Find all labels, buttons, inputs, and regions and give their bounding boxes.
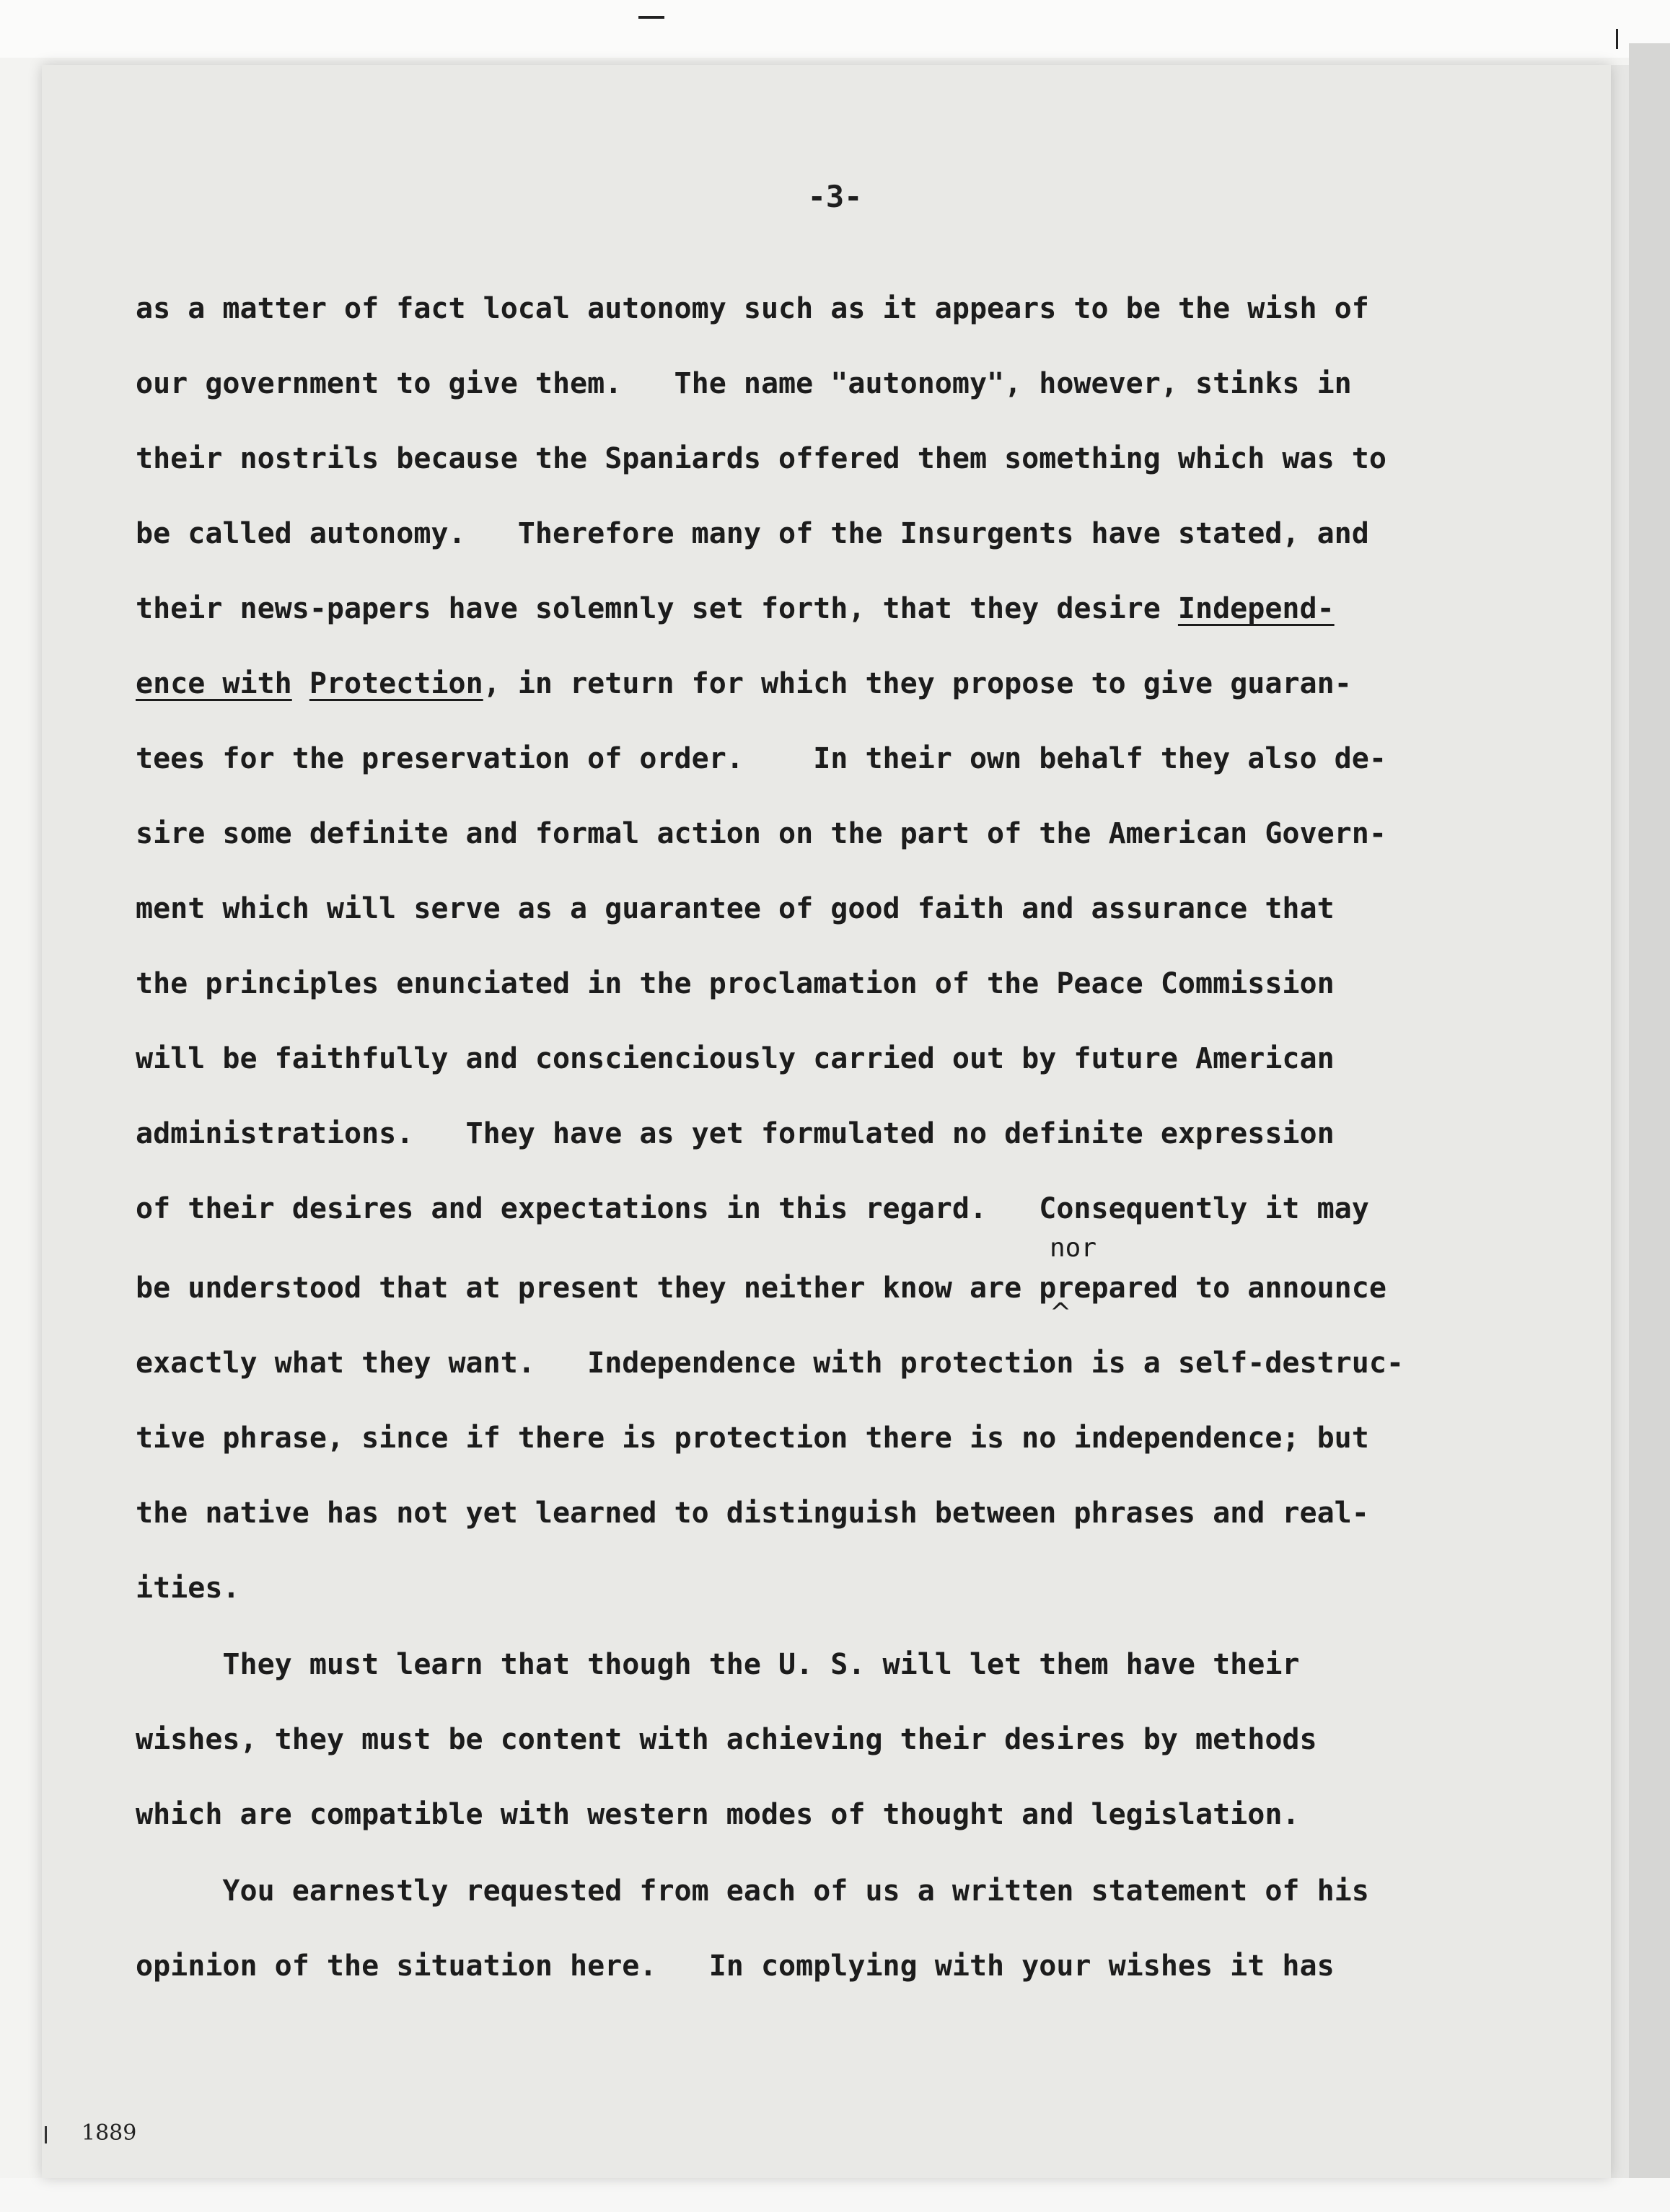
text-line-4: be called autonomy. Therefore many of the Insurgents have stated, and xyxy=(136,517,1369,550)
top-scan-mark xyxy=(638,16,664,19)
left-margin-mark xyxy=(45,2126,47,2143)
text-line-6-after: , in return for which they propose to give guaran- xyxy=(483,667,1352,700)
right-page-edge xyxy=(1629,43,1670,2212)
underlined-protection: Protection xyxy=(309,667,483,700)
text-line-14: be understood that at present they neither know are prepared to announce xyxy=(136,1272,1386,1305)
page-number: -3- xyxy=(807,179,863,214)
text-line-6-space xyxy=(292,667,309,700)
text-line-17: the native has not yet learned to distinguish between phrases and real- xyxy=(136,1497,1369,1530)
text-line-18: ities. xyxy=(136,1572,240,1605)
text-line-21: which are compatible with western modes of thought and legislation. xyxy=(136,1798,1300,1831)
text-line-3: their nostrils because the Spaniards offered them something which was to xyxy=(136,442,1386,475)
text-line-5-before: their news-papers have solemnly set forth, that they desire xyxy=(136,592,1178,625)
text-line-11: will be faithfully and conscienciously carried out by future American xyxy=(136,1042,1335,1075)
insertion-caret: ^ xyxy=(1050,1298,1072,1328)
text-line-22: You earnestly requested from each of us a written statement of his xyxy=(136,1874,1369,1908)
text-line-10: the principles enunciated in the proclamation of the Peace Commission xyxy=(136,967,1335,1000)
text-line-20: wishes, they must be content with achieving their desires by methods xyxy=(136,1723,1317,1756)
corner-scan-mark xyxy=(1616,29,1618,49)
bottom-margin-strip xyxy=(0,2178,1670,2212)
archive-page-number: 1889 xyxy=(82,2120,137,2146)
underlined-independ: Independ- xyxy=(1177,592,1335,625)
right-page-shadow xyxy=(1610,65,1629,2178)
top-margin-strip xyxy=(0,0,1670,58)
text-line-19: They must learn that though the U. S. will let them have their xyxy=(136,1648,1300,1681)
text-line-8: sire some definite and formal action on the part of the American Govern- xyxy=(136,817,1386,850)
handwritten-insertion: nor xyxy=(1050,1233,1097,1263)
text-line-12: administrations. They have as yet formulated no definite expression xyxy=(136,1117,1335,1150)
text-line-9: ment which will serve as a guarantee of good faith and assurance that xyxy=(136,892,1335,925)
text-line-5 xyxy=(136,590,1335,627)
text-line-13: of their desires and expectations in this regard. Consequently it may xyxy=(136,1192,1369,1225)
text-line-2: our government to give them. The name "autonomy", however, stinks in xyxy=(136,367,1352,400)
text-line-6 xyxy=(136,665,1352,702)
text-line-7: tees for the preservation of order. In their own behalf they also de- xyxy=(136,742,1386,775)
text-line-15: exactly what they want. Independence with protection is a self-destruc- xyxy=(136,1347,1404,1380)
underlined-ence-with: ence with xyxy=(136,667,292,700)
text-line-16: tive phrase, since if there is protection there is no independence; but xyxy=(136,1422,1369,1455)
text-line-1: as a matter of fact local autonomy such as it appears to be the wish of xyxy=(136,292,1369,325)
text-line-23: opinion of the situation here. In complying with your wishes it has xyxy=(136,1949,1335,1983)
